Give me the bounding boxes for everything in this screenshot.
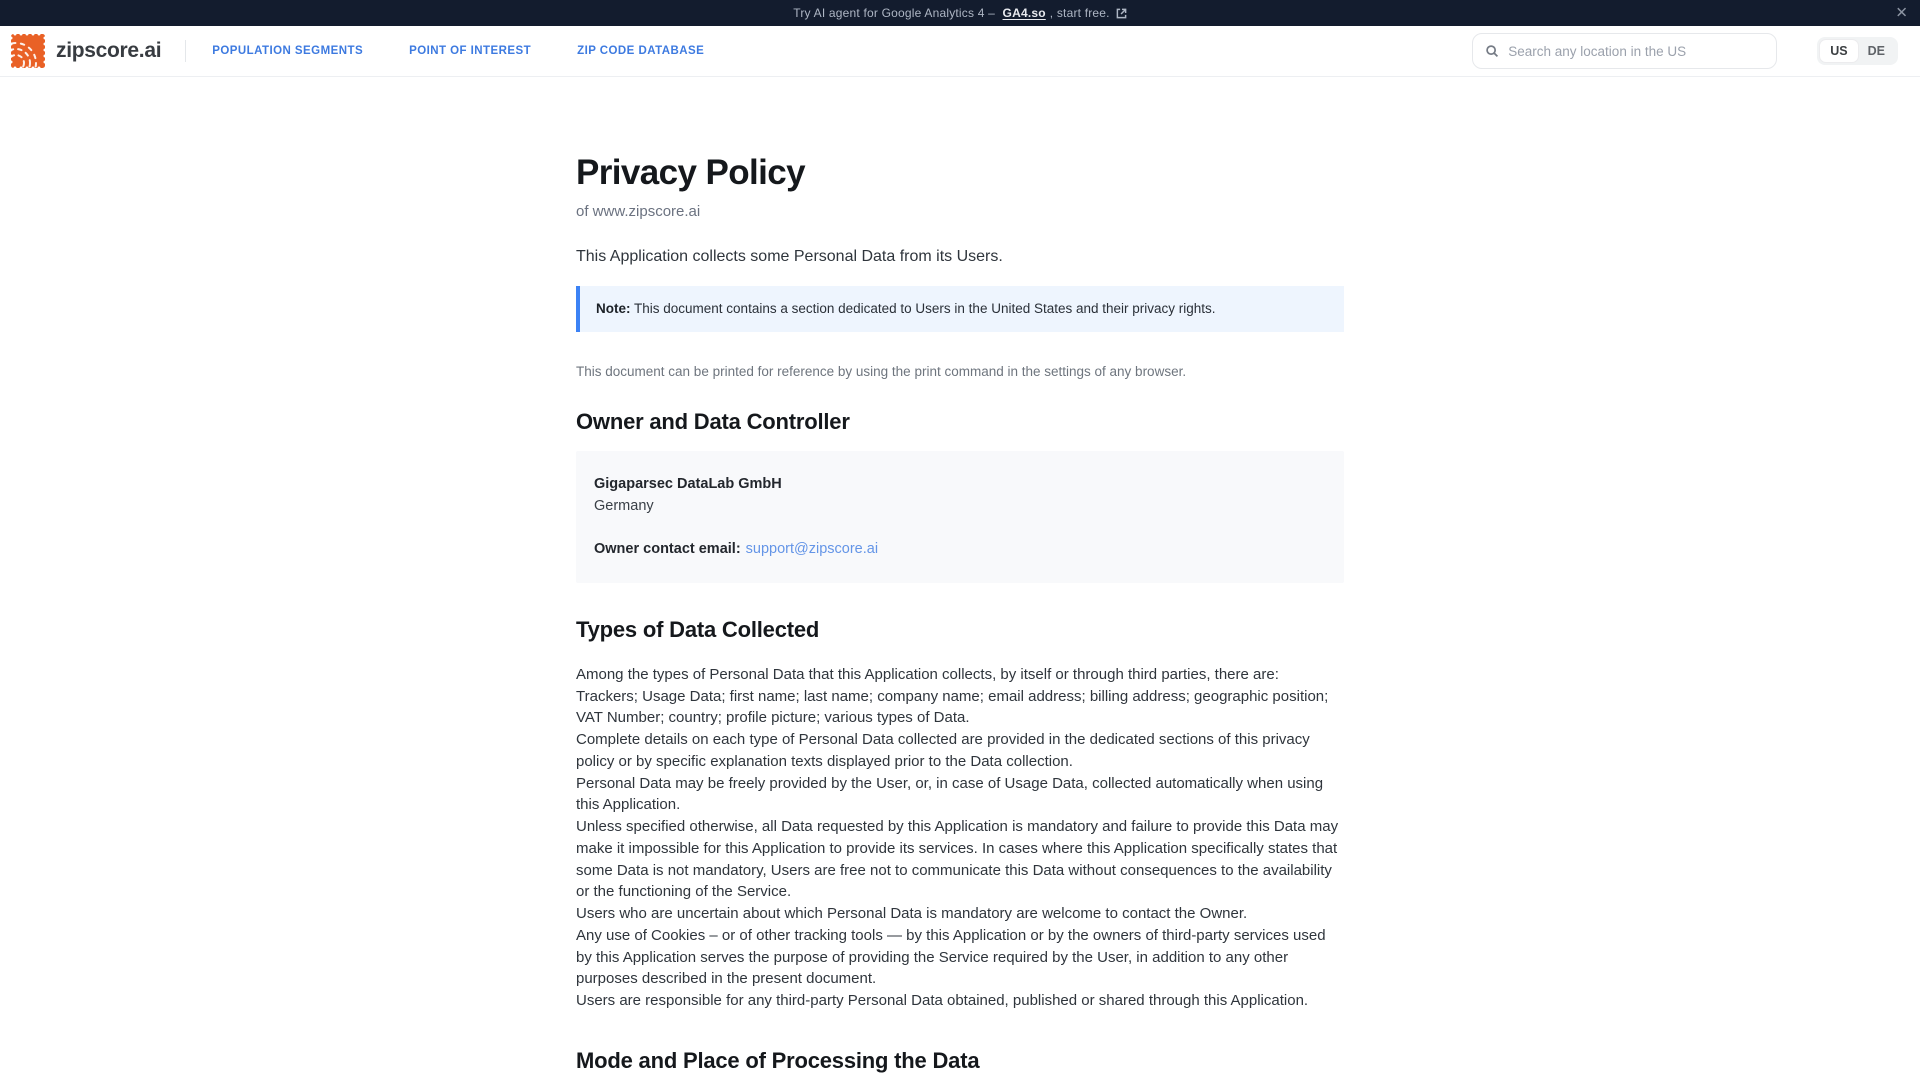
country-toggle-de[interactable]: DE: [1858, 40, 1895, 63]
logo-text: zipscore.ai: [56, 39, 162, 62]
header-divider: [185, 40, 186, 62]
nav-point-of-interest[interactable]: POINT OF INTEREST: [409, 45, 532, 57]
owner-contact-email-link[interactable]: support@zipscore.ai: [745, 540, 879, 557]
paragraph-freely-provided: Personal Data may be freely provided by the User, or, in case of Usage Data, collected automatically when using this Application.: [576, 774, 1324, 814]
privacy-policy-document: [576, 77, 1344, 1084]
search-icon: [1485, 44, 1499, 58]
logo[interactable]: [10, 33, 161, 69]
promo-ga4-link[interactable]: GA4.so: [1002, 6, 1046, 20]
header-right: [1472, 33, 1898, 69]
section-heading-types: Types of Data Collected: [576, 617, 820, 643]
note-label: Note:: [596, 301, 631, 317]
paragraph-mandatory-data: Unless specified otherwise, all Data requested by this Application is mandatory and failure to provide this Data may make it impossible for this Application to provide its services. In cases where this Application specifically states that some Data is not mandatory, Users are free not to communicate this Data without consequences to the availability or the functioning of the Service.: [576, 818, 1339, 901]
close-icon[interactable]: ✕: [1895, 4, 1908, 22]
section-heading-mode: Mode and Place of Processing the Data: [576, 1047, 980, 1073]
owner-contact-row: [594, 539, 1326, 561]
page-subtitle: of www.zipscore.ai: [576, 203, 701, 221]
print-hint: This document can be printed for reference by using the print command in the settings of any browser.: [576, 363, 1187, 379]
types-paragraphs: [576, 664, 1344, 1012]
promo-banner-text: [793, 6, 1126, 20]
nav-population-segments[interactable]: POPULATION SEGMENTS: [212, 45, 364, 57]
owner-contact-label: Owner contact email:: [594, 540, 741, 557]
site-header: [0, 26, 1920, 77]
owner-name: Gigaparsec DataLab GmbH: [594, 476, 782, 493]
note-box: [576, 286, 1344, 332]
promo-text-suffix: , start free.: [1049, 6, 1110, 20]
owner-country: Germany: [594, 497, 654, 514]
paragraph-cookies-use: Any use of Cookies – or of other tracking tools — by this Application or by the owners of third-party services used by this Application serves the purpose of providing the Service required by the User, in addition to any other purposes described in the present document.: [576, 926, 1326, 988]
search-input[interactable]: [1508, 44, 1764, 59]
promo-banner: [0, 0, 1920, 26]
note-text: This document contains a section dedicated to Users in the United States and their privacy rights.: [630, 301, 1216, 317]
paragraph-data-list: Among the types of Personal Data that this Application collects, by itself or through third parties, there are: Trackers; Usage Data; first name; last name; company name; email address; billing address; geographic position; VAT Number; country; profile picture; various types of Data.: [576, 665, 1329, 727]
promo-text-prefix: Try AI agent for Google Analytics 4 –: [793, 6, 999, 20]
owner-box: [576, 451, 1344, 583]
paragraph-complete-details: Complete details on each type of Personal Data collected are provided in the dedicated sections of this privacy policy or by specific explanation texts displayed prior to the Data collection.: [576, 731, 1310, 770]
primary-nav: [212, 45, 704, 57]
section-heading-owner: Owner and Data Controller: [576, 408, 850, 434]
logo-stamp-icon: [10, 33, 46, 69]
country-toggle: [1817, 37, 1898, 66]
external-link-icon: [1116, 8, 1127, 19]
search-box[interactable]: [1472, 33, 1777, 69]
intro-text: This Application collects some Personal Data from its Users.: [576, 248, 1003, 266]
paragraph-uncertain-users: Users who are uncertain about which Personal Data is mandatory are welcome to contact the Owner.: [576, 905, 1248, 923]
page-title: Privacy Policy: [576, 153, 805, 192]
country-toggle-us[interactable]: US: [1820, 40, 1857, 63]
nav-zip-code-database[interactable]: ZIP CODE DATABASE: [577, 45, 705, 57]
paragraph-third-party-data: Users are responsible for any third-party Personal Data obtained, published or shared through this Application.: [576, 992, 1309, 1010]
